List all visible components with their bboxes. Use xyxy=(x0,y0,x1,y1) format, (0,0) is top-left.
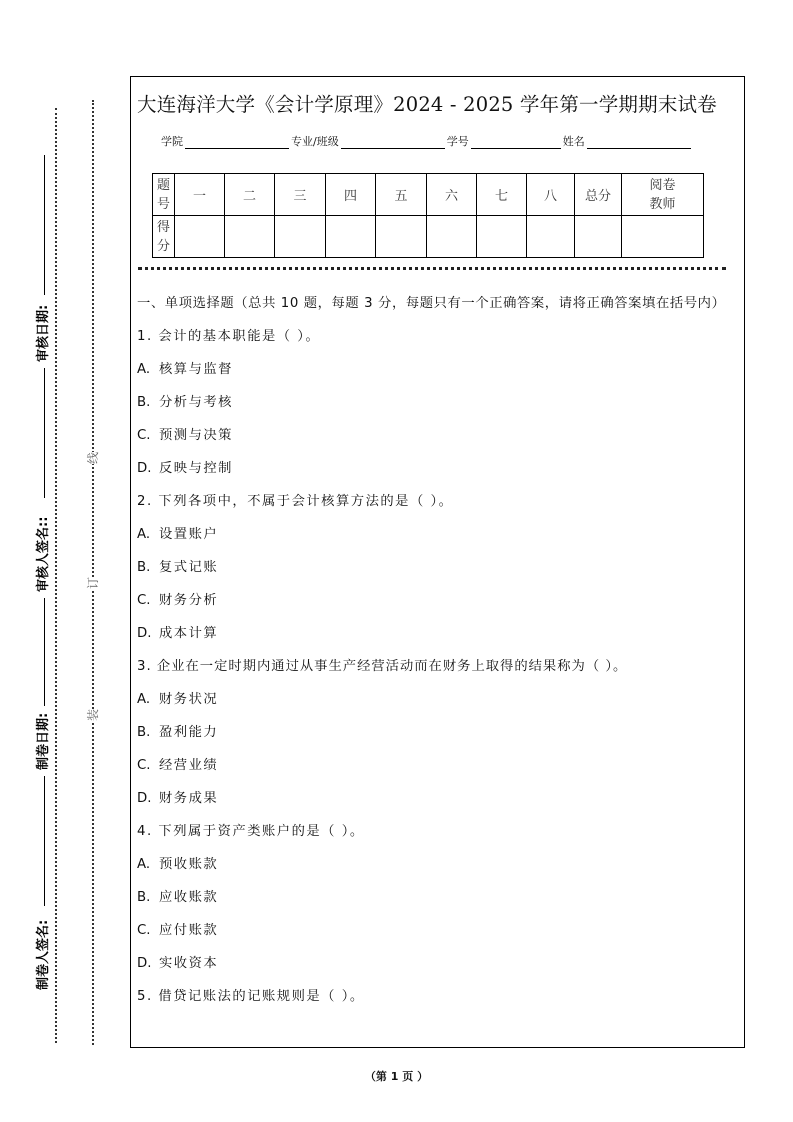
header-cell: 八 xyxy=(527,174,575,216)
signature-line xyxy=(44,776,45,906)
header-cell: 二 xyxy=(225,174,275,216)
option-b[interactable]: B. 复式记账 xyxy=(137,560,219,575)
review-date-label: 审核日期: xyxy=(36,304,51,362)
signature-line xyxy=(44,368,45,498)
prepare-date-label: 制卷日期: xyxy=(36,712,51,770)
exam-frame xyxy=(130,76,745,1048)
section-heading: 一、单项选择题（总共 10 题，每题 3 分，每题只有一个正确答案，请将正确答案填在括号内） xyxy=(137,296,726,311)
header-cell-total: 总分 xyxy=(575,174,622,216)
header-cell: 四 xyxy=(326,174,376,216)
option-d[interactable]: D. 反映与控制 xyxy=(137,461,233,476)
college-label: 学院 xyxy=(161,135,183,148)
option-c[interactable]: C. 预测与决策 xyxy=(137,428,233,443)
header-cell: 七 xyxy=(477,174,527,216)
signature-line xyxy=(44,155,45,295)
header-cell: 五 xyxy=(376,174,427,216)
option-c[interactable]: C. 财务分析 xyxy=(137,593,219,608)
option-b[interactable]: B. 盈利能力 xyxy=(137,725,219,740)
question-4 xyxy=(137,815,737,980)
header-cell: 一 xyxy=(175,174,225,216)
option-b[interactable]: B. 分析与考核 xyxy=(137,395,233,410)
binding-mark-bind: 装 xyxy=(86,708,101,722)
option-a[interactable]: A. 预收账款 xyxy=(137,857,219,872)
question-stem: 1. 会计的基本职能是（ ）。 xyxy=(137,329,321,344)
option-c[interactable]: C. 经营业绩 xyxy=(137,758,219,773)
score-cell[interactable] xyxy=(477,216,527,258)
name-label: 姓名 xyxy=(562,135,585,148)
question-5 xyxy=(137,980,737,1013)
question-stem: 2. 下列各项中，不属于会计核算方法的是（ ）。 xyxy=(137,494,454,509)
question-number-label: 题 号 xyxy=(153,174,175,216)
major-class-field[interactable] xyxy=(341,136,445,149)
college-field[interactable] xyxy=(185,136,289,149)
binding-mark-staple: 订 xyxy=(86,576,101,590)
question-stem: 4. 下列属于资产类账户的是（ ）。 xyxy=(137,824,365,839)
option-a[interactable]: A. 财务状况 xyxy=(137,692,219,707)
major-class-label: 专业/班级 xyxy=(291,135,339,148)
score-cell[interactable] xyxy=(527,216,575,258)
question-1 xyxy=(137,320,737,485)
student-id-field[interactable] xyxy=(471,136,561,149)
question-2 xyxy=(137,485,737,650)
option-d[interactable]: D. 成本计算 xyxy=(137,626,219,641)
name-field[interactable] xyxy=(587,136,691,149)
score-cell[interactable] xyxy=(275,216,326,258)
score-cell[interactable] xyxy=(175,216,225,258)
option-a[interactable]: A. 设置账户 xyxy=(137,527,219,542)
outer-dotted-line xyxy=(55,108,57,1043)
total-score-cell[interactable] xyxy=(575,216,622,258)
binding-margin xyxy=(0,0,130,1122)
score-cell[interactable] xyxy=(376,216,427,258)
reviewer-signature-label: 审核人签名:: xyxy=(36,516,51,592)
option-d[interactable]: D. 财务成果 xyxy=(137,791,219,806)
grader-label: 阅卷 教师 xyxy=(622,174,704,216)
page-number: （第 1 页 ） xyxy=(364,1070,429,1083)
score-cell[interactable] xyxy=(427,216,477,258)
binding-mark-line: 线 xyxy=(86,451,101,465)
dotted-separator xyxy=(138,267,726,270)
header-cell: 三 xyxy=(275,174,326,216)
question-stem: 5. 借贷记账法的记账规则是（ ）。 xyxy=(137,989,365,1004)
signature-line xyxy=(44,598,45,706)
question-3 xyxy=(137,650,737,815)
student-id-label: 学号 xyxy=(446,135,469,148)
score-cell[interactable] xyxy=(225,216,275,258)
question-number-row xyxy=(153,174,704,216)
option-d[interactable]: D. 实收资本 xyxy=(137,956,219,971)
student-info-line xyxy=(161,133,693,149)
inner-dotted-line xyxy=(92,100,94,1045)
preparer-signature-label: 制卷人签名: xyxy=(36,919,51,990)
grader-cell[interactable] xyxy=(622,216,704,258)
option-b[interactable]: B. 应收账款 xyxy=(137,890,219,905)
exam-title: 大连海洋大学《会计学原理》2024 - 2025 学年第一学期期末试卷 xyxy=(137,93,717,116)
score-row xyxy=(153,216,704,258)
option-c[interactable]: C. 应付账款 xyxy=(137,923,219,938)
question-stem: 3. 企业在一定时期内通过从事生产经营活动而在财务上取得的结果称为（ ）。 xyxy=(137,659,628,674)
score-table xyxy=(152,173,704,258)
score-cell[interactable] xyxy=(326,216,376,258)
option-a[interactable]: A. 核算与监督 xyxy=(137,362,233,377)
header-cell: 六 xyxy=(427,174,477,216)
exam-content xyxy=(137,293,737,1013)
score-label: 得 分 xyxy=(153,216,175,258)
